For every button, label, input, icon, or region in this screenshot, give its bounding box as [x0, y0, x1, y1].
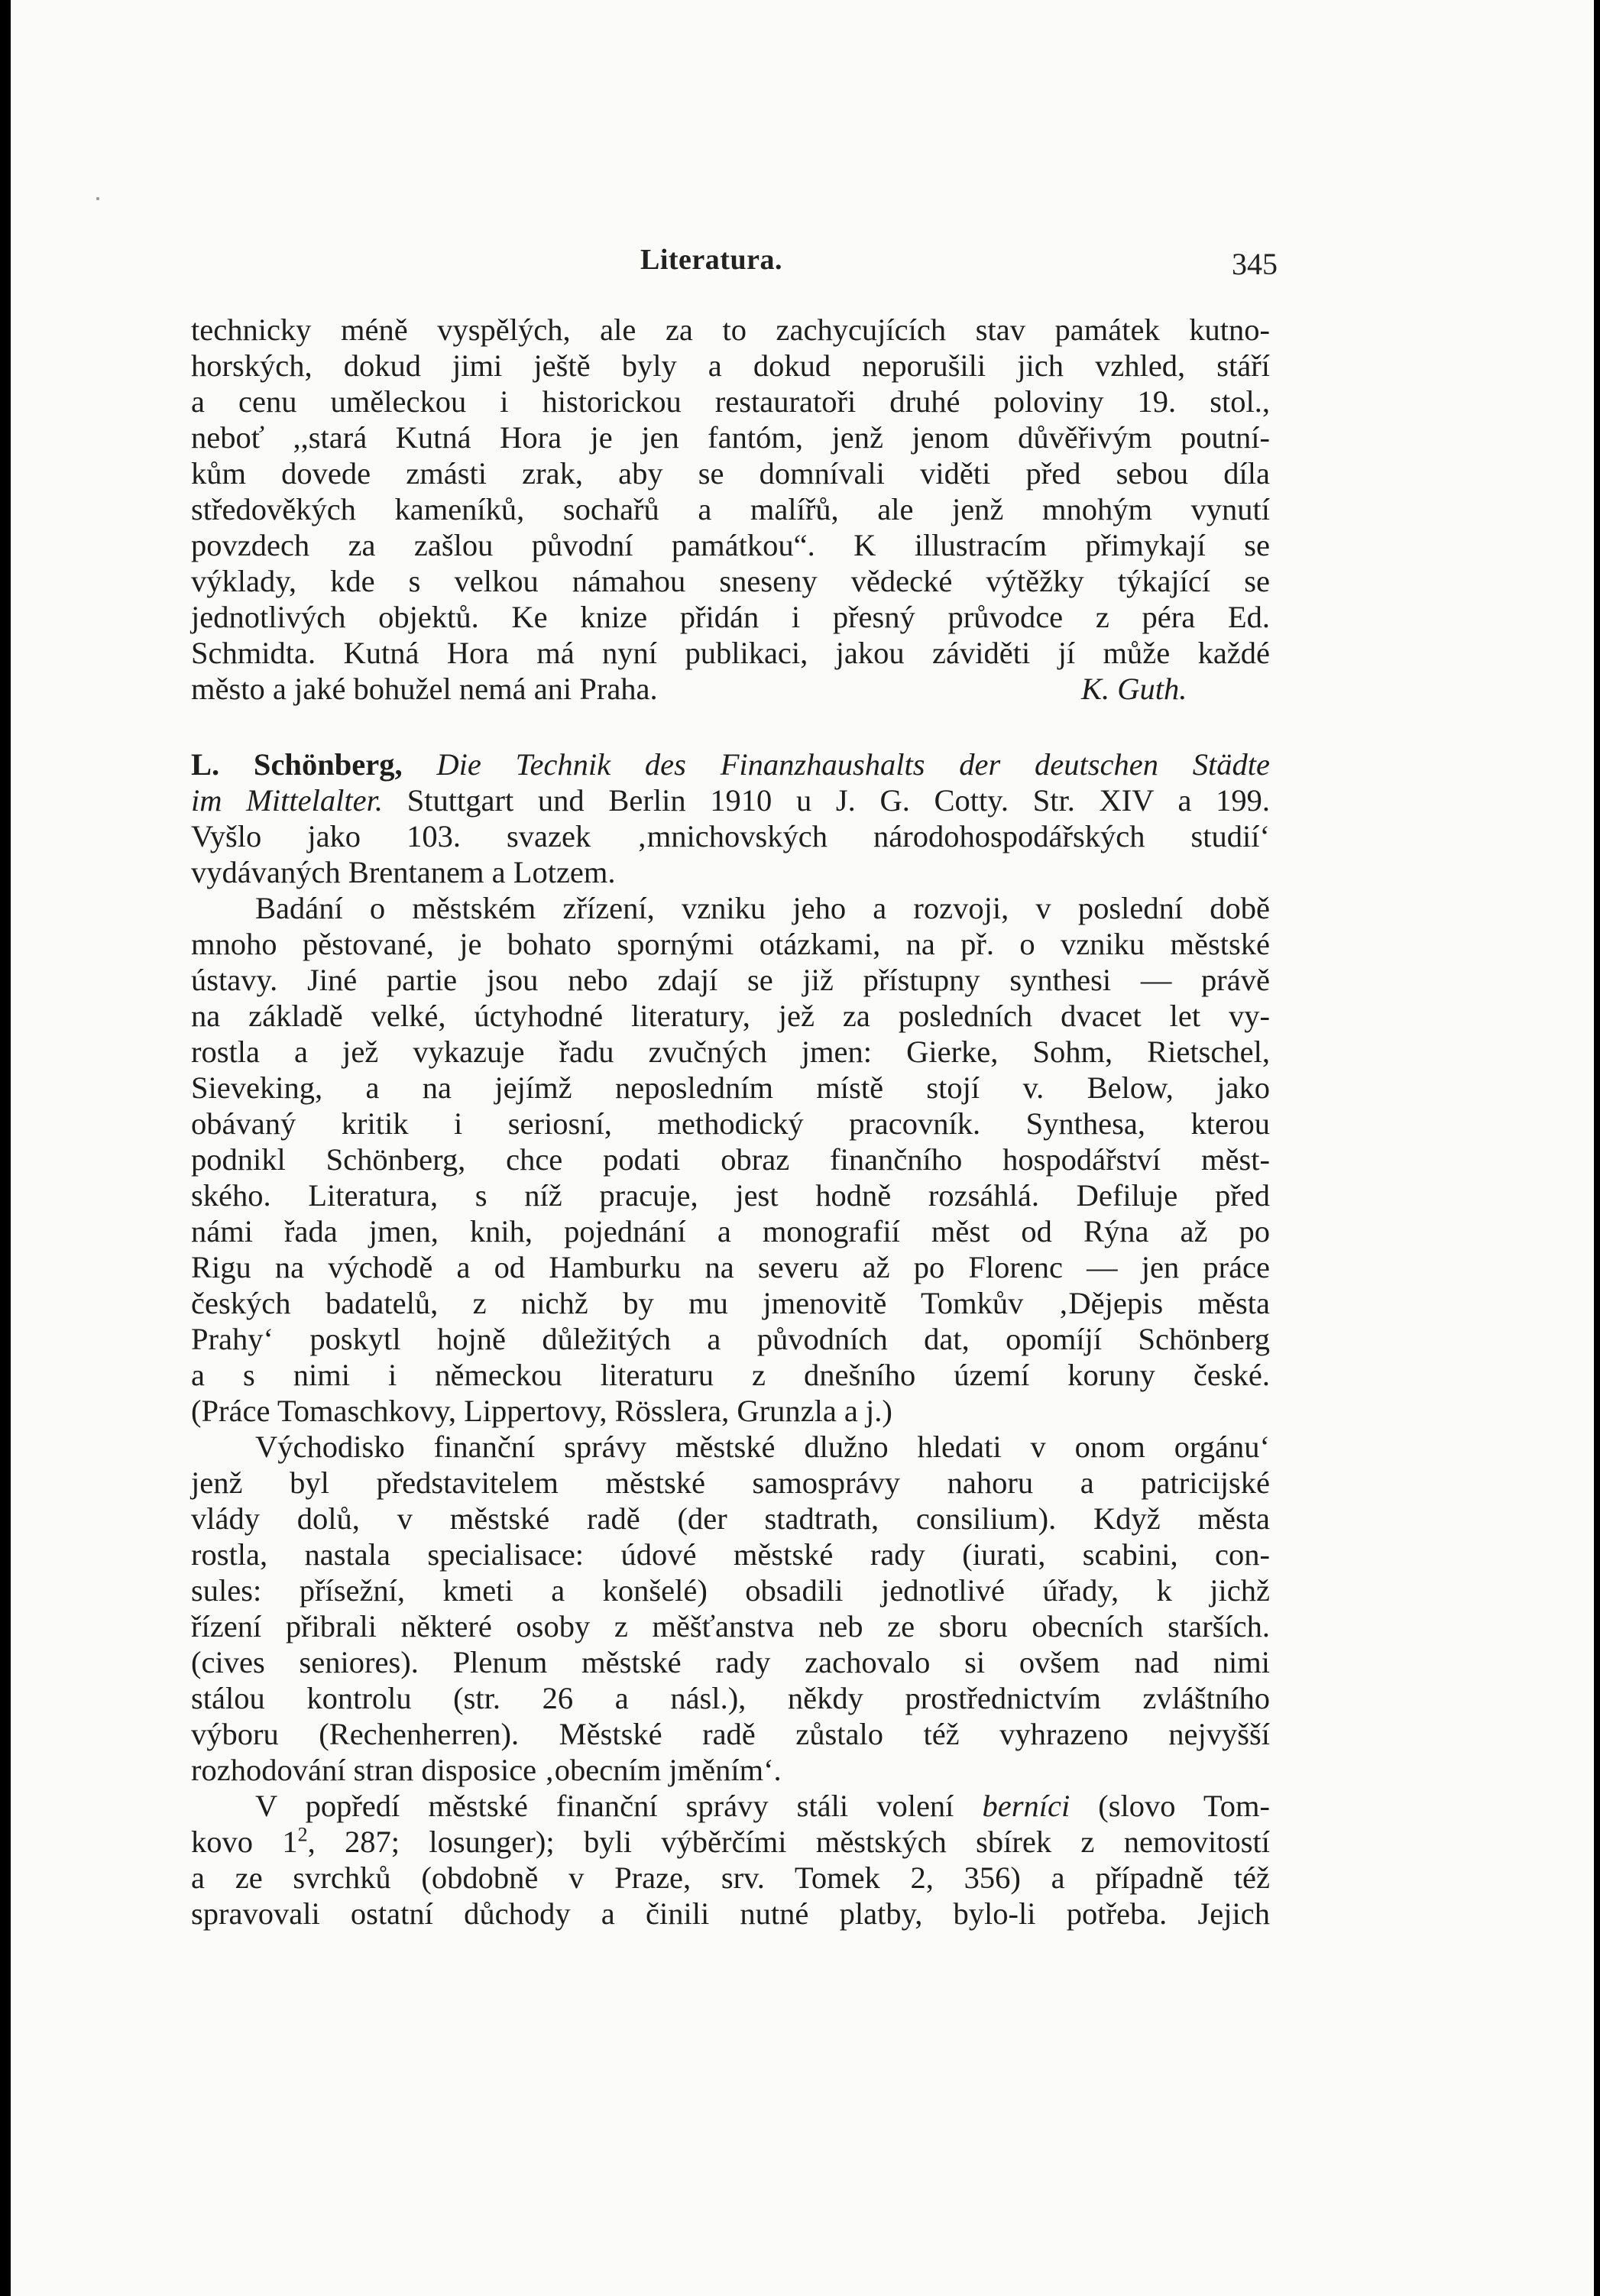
- review-heading-line: [191, 782, 1270, 818]
- text-line: [191, 671, 1270, 707]
- text-line: spravovali ostatní důchody a činili nutné platby, bylo-li potřeba. Jejich: [191, 1896, 1270, 1931]
- text-line: řízení přibrali některé osoby z měšťanstva neb ze sboru obecních starších.: [191, 1609, 1270, 1643]
- text-line: [191, 1824, 1270, 1860]
- text-line: rozhodování stran disposice ‚obecním jměním‘.: [191, 1753, 782, 1787]
- review-heading-line: [191, 746, 1270, 782]
- text-line: ského. Literatura, s níž pracuje, jest hodně rozsáhlá. Defiluje před: [191, 1178, 1270, 1213]
- text-line: Vyšlo jako 103. svazek ‚mnichovských národohospodářských studií‘: [191, 819, 1270, 853]
- text-line: jednotlivých objektů. Ke knize přidán i přesný průvodce z péra Ed.: [191, 600, 1270, 634]
- text-line: rostla a jež vykazuje řadu zvučných jmen: Gierke, Sohm, Rietschel,: [191, 1035, 1270, 1069]
- text-line: a s nimi i německou literaturu z dnešního území koruny české.: [191, 1358, 1270, 1392]
- reviewed-author: L. Schönberg,: [191, 747, 403, 782]
- main-text: [191, 312, 1270, 1932]
- text-line: a cenu uměleckou i historickou restauratoři druhé poloviny 19. stol.,: [191, 384, 1270, 419]
- text-fragment: , 287; losunger); byli výběrčími městských sbírek z nemovitostí: [307, 1825, 1270, 1859]
- text-line: českých badatelů, z nichž by mu jmenovitě Tomkův ‚Dějepis města: [191, 1286, 1270, 1320]
- scan-border-right: [1594, 0, 1600, 2296]
- text-line: Východisko finanční správy městské dlužno hledati v onom orgánu‘: [255, 1430, 1270, 1464]
- reviewed-title-end: im Mittelalter.: [191, 783, 384, 818]
- text-line: mnoho pěstované, je bohato spornými otázkami, na př. o vzniku městské: [191, 927, 1270, 961]
- text-line: výboru (Rechenherren). Městské radě zůstalo též vyhrazeno nejvyšší: [191, 1717, 1270, 1751]
- reviewer-signature: K. Guth.: [1081, 672, 1187, 706]
- text-line: středověkých kameníků, sochařů a malířů, ale jenž mnohým vynutí: [191, 492, 1270, 526]
- scan-speck: [96, 197, 99, 200]
- text-line: (Práce Tomaschkovy, Lippertovy, Rösslera, Grunzla a j.): [191, 1394, 892, 1428]
- text-fragment: V popředí městské finanční správy stáli volení: [255, 1789, 954, 1823]
- page-number: 345: [1232, 247, 1278, 281]
- text-line: [191, 1788, 1270, 1824]
- text-line: technicky méně vyspělých, ale za to zachycujících stav památek kutno-: [191, 313, 1270, 347]
- text-line: (cives seniores). Plenum městské rady zachovalo si ovšem nad nimi: [191, 1645, 1270, 1679]
- text-line: obávaný kritik i seriosní, methodický pracovník. Synthesa, kterou: [191, 1106, 1270, 1141]
- text-line: povzdech za zašlou původní památkou“. K illustracím přimykají se: [191, 528, 1270, 562]
- reviewed-title: Die Technik des Finanzhaushalts der deutschen Städte: [436, 747, 1270, 782]
- text-line: sules: přísežní, kmeti a konšelé) obsadili jednotlivé úřady, k jichž: [191, 1573, 1270, 1608]
- text-line: vydávaných Brentanem a Lotzem.: [191, 855, 616, 889]
- text-line: neboť ,,stará Kutná Hora je jen fantóm, jenž jenom důvěřivým poutní-: [191, 420, 1270, 455]
- text-line: Badání o městském zřízení, vzniku jeho a rozvoji, v poslední době: [255, 891, 1270, 925]
- scan-border-left: [0, 0, 11, 2296]
- text-line: kům dovede zmásti zrak, aby se domnívali viděti před sebou díla: [191, 456, 1270, 491]
- superscript: 2: [297, 1823, 308, 1846]
- text-line: výklady, kde s velkou námahou sneseny vědecké výtěžky týkající se: [191, 564, 1270, 598]
- emphasized-term: berníci: [982, 1789, 1070, 1823]
- text-line: podnikl Schönberg, chce podati obraz finančního hospodářství měst-: [191, 1142, 1270, 1177]
- text-line: stálou kontrolu (str. 26 a násl.), někdy prostřednictvím zvláštního: [191, 1681, 1270, 1715]
- running-head: Literatura.: [640, 244, 782, 276]
- text-line: Prahy‘ poskytl hojně důležitých a původních dat, opomíjí Schönberg: [191, 1322, 1270, 1356]
- text-fragment: kovo 1: [191, 1825, 298, 1859]
- text-line: Rigu na východě a od Hamburku na severu až po Florenc — jen práce: [191, 1250, 1270, 1284]
- text-line: vlády dolů, v městské radě (der stadtrath, consilium). Když města: [191, 1501, 1270, 1536]
- text-line: Sieveking, a na jejímž neposledním místě stojí v. Below, jako: [191, 1070, 1270, 1105]
- text-fragment: (slovo Tom-: [1098, 1789, 1271, 1823]
- publication-info: Stuttgart und Berlin 1910 u J. G. Cotty. Str. XIV a 199.: [406, 783, 1270, 818]
- text-line: ústavy. Jiné partie jsou nebo zdají se již přístupny synthesi — právě: [191, 963, 1270, 997]
- text-line: rostla, nastala specialisace: údové městské rady (iurati, scabini, con-: [191, 1537, 1270, 1572]
- paragraph-end: město a jaké bohužel nemá ani Praha.: [191, 672, 658, 706]
- text-line: horských, dokud jimi ještě byly a dokud neporušili jich vzhled, stáří: [191, 348, 1270, 383]
- text-line: jenž byl představitelem městské samosprávy nahoru a patricijské: [191, 1465, 1270, 1500]
- text-line: Schmidta. Kutná Hora má nyní publikaci, jakou záviděti jí může každé: [191, 636, 1270, 670]
- text-line: a ze svrchků (obdobně v Praze, srv. Tomek 2, 356) a případně též: [191, 1860, 1270, 1895]
- text-line: na základě velké, úctyhodné literatury, jež za posledních dvacet let vy-: [191, 999, 1270, 1033]
- text-line: námi řada jmen, knih, pojednání a monografií měst od Rýna až po: [191, 1214, 1270, 1248]
